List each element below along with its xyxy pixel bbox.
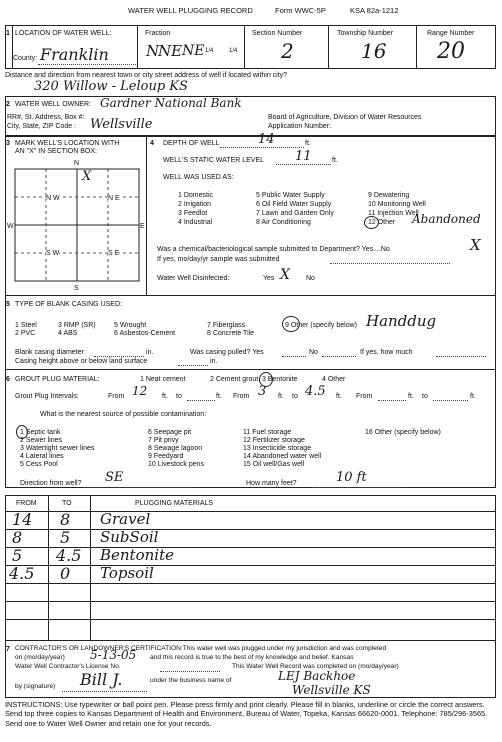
source-livestock[interactable]: 10 Livestock pens (148, 461, 205, 468)
section-5-number: 5 (6, 301, 10, 308)
south-label: S (74, 285, 79, 292)
casing-wrought[interactable]: 5 Wrought (114, 322, 147, 329)
section-grid[interactable] (14, 168, 140, 282)
certification-line-1: CONTRACTOR'S OR LANDOWNER'S CERTIFICATION:This water well was plugged under my jurisdiction and was completed (15, 645, 387, 652)
casing-pulled-label: Was casing pulled? Yes (190, 349, 264, 356)
fraction-value-2[interactable]: NE (158, 42, 183, 60)
interval-1-from[interactable]: 12 (132, 384, 148, 398)
well-used-label: WELL WAS USED AS: (163, 174, 234, 181)
row-3-to[interactable]: 4.5 (56, 546, 82, 565)
mark-location-label: MARK WELL'S LOCATION WITH (15, 140, 120, 147)
sw-label: S W (46, 250, 60, 257)
instructions: INSTRUCTIONS: Use typewriter or ball point pen. Please press firmly and print clearly. Please fill in blanks, underline or circle the correct answers. Send top three copies to Kansas Department of Health and Environment, Bureau of Water, Topeka, Kansas 66620-0001. Telephone: 785/296-3565. Send one to Water Well Owner and retain one for your records. (5, 700, 488, 728)
use-dewatering[interactable]: 9 Dewatering (368, 192, 410, 199)
use-public-supply[interactable]: 5 Public Water Supply (256, 192, 325, 199)
fraction-value-3[interactable]: NE (182, 43, 205, 59)
row-3-material[interactable]: Bentonite (100, 546, 174, 564)
use-domestic[interactable]: 1 Domestic (178, 192, 214, 199)
interval-3-ft: ft. (408, 393, 414, 400)
completion-date[interactable]: 5-13-05 (90, 648, 137, 662)
depth-unit: ft. (305, 140, 311, 147)
section-4-number: 4 (150, 140, 154, 147)
row-4-from[interactable]: 4.5 (9, 564, 35, 583)
casing-concrete[interactable]: 8 Concrete Tile (207, 330, 255, 337)
section-number-value[interactable]: 2 (281, 39, 294, 63)
static-level-unit: ft. (332, 157, 338, 164)
row-3-from[interactable]: 5 (12, 546, 23, 565)
row-4-material[interactable]: Topsoil (100, 564, 154, 582)
fraction-quarter-2: 1/4 (229, 48, 238, 54)
interval-2-from[interactable]: 3 (258, 384, 267, 399)
casing-asbestos[interactable]: 6 Asbestos-Cement (114, 330, 176, 337)
certification-line-3b: This Water Well Record was completed on (mo/day/year) (232, 663, 399, 670)
certification-line-2b: and this record is true to the best of my knowledge and belief. Kansas (150, 654, 354, 661)
interval-1-to-label: to (176, 393, 182, 400)
row-2-to[interactable]: 5 (60, 528, 71, 547)
row-4-to[interactable]: 0 (60, 564, 71, 583)
source-watertight-sewer[interactable]: 3 Watertight sewer lines (20, 445, 95, 452)
disinfected-no[interactable]: No (306, 275, 315, 282)
row-1-from[interactable]: 14 (12, 510, 33, 529)
use-injection[interactable]: 11 Injection Well (368, 210, 419, 217)
grout-bentonite[interactable]: 3 Bentonite (262, 376, 298, 383)
casing-diameter-unit: in. (146, 349, 154, 356)
source-septic[interactable]: 1 Septic tank (20, 429, 61, 436)
source-feedyard[interactable]: 9 Feedyard (148, 453, 184, 460)
ne-label: N E (108, 195, 120, 202)
use-monitoring[interactable]: 10 Monitoring Well (368, 201, 426, 208)
casing-abs[interactable]: 4 ABS (58, 330, 78, 337)
static-level-value[interactable]: 11 (295, 149, 312, 164)
east-label: E (140, 223, 145, 230)
source-cess-pool[interactable]: 5 Cess Pool (20, 461, 58, 468)
depth-value[interactable]: 14 (258, 132, 275, 147)
city-label: City, State, ZIP Code : (7, 123, 76, 130)
use-air-conditioning[interactable]: 8 Air Conditioning (256, 219, 311, 226)
grout-intervals-label: Grout Plug Intervals: (15, 393, 79, 400)
casing-diameter-label: Blank casing diameter (15, 349, 84, 356)
certification-line-2: on (mo/day/year) (15, 654, 65, 661)
row-1-to[interactable]: 8 (60, 510, 71, 529)
application-number-label: Application Number: (268, 123, 332, 130)
location-label: LOCATION OF WATER WELL: (15, 30, 112, 37)
form-number: Form WWC-5P (275, 6, 326, 15)
chem-sample-date-label: If yes, mo/day/yr sample was submitted (157, 256, 280, 263)
interval-3-to-ft: ft. (470, 393, 476, 400)
casing-pvc[interactable]: 2 PVC (15, 330, 36, 337)
source-lateral[interactable]: 4 Lateral lines (20, 453, 64, 460)
chem-sample-label: Was a chemical/bacteriological sample submitted to Department? Yes....No (157, 246, 390, 253)
table-materials-header: PLUGGING MATERIALS (135, 500, 214, 507)
business-city-value[interactable]: Wellsville KS (292, 683, 371, 697)
contamination-source-label: What is the nearest source of possible contamination: (40, 411, 207, 418)
section-6-number: 6 (6, 376, 10, 383)
casing-pulled-no[interactable]: No (309, 349, 318, 356)
casing-other[interactable]: 9 Other (specify below) (285, 322, 357, 329)
interval-3-to-label: to (422, 393, 428, 400)
grout-other[interactable]: 4 Other (322, 376, 346, 383)
direction-value[interactable]: SE (105, 470, 124, 485)
casing-other-circle (282, 316, 300, 332)
interval-2-ft: ft. (278, 393, 284, 400)
table-from-header: FROM (16, 500, 37, 507)
use-lawn-garden[interactable]: 7 Lawn and Garden Only (256, 210, 334, 217)
county-value[interactable]: Franklin (40, 45, 109, 64)
owner-label: WATER WELL OWNER: (15, 101, 91, 108)
se-label: S E (108, 250, 120, 257)
owner-value[interactable]: Gardner National Bank (100, 96, 242, 110)
source-sewage-lagoon[interactable]: 8 Sewage lagoon (148, 445, 203, 452)
disinfected-label: Water Well Disinfected: (157, 275, 230, 282)
direction-label: Direction from well? (20, 480, 82, 487)
casing-height-unit: in. (210, 358, 218, 365)
fraction-label: Fraction (145, 30, 171, 37)
static-level-label: WELL'S STATIC WATER LEVEL (163, 157, 265, 164)
city-value[interactable]: Wellsville (90, 117, 153, 132)
source-abandoned-well[interactable]: 14 Abandoned water well (243, 453, 322, 460)
disinfected-mark[interactable]: X (280, 267, 290, 283)
row-1-material[interactable]: Gravel (100, 510, 151, 528)
section-number-label: Section Number (252, 30, 303, 37)
mark-location-label-2: AN "X" IN SECTION BOX: (15, 148, 97, 155)
casing-height-label: Casing height above or below land surface (15, 358, 148, 365)
feet-label: How many feet? (246, 480, 297, 487)
section-1-number: 1 (6, 30, 10, 37)
nw-label: N W (46, 195, 60, 202)
section-2-number: 2 (6, 101, 10, 108)
interval-2-from-label: From (233, 393, 250, 400)
signature-label: by (signature) (15, 683, 56, 690)
use-oil-field[interactable]: 6 Oil Field Water Supply (256, 201, 332, 208)
source-fertilizer[interactable]: 12 Fertilizer storage (243, 437, 305, 444)
business-name-value[interactable]: LEJ Backhoe (278, 669, 356, 683)
interval-2-to[interactable]: 4.5 (305, 384, 326, 399)
township-value[interactable]: 16 (361, 39, 387, 63)
fraction-value-1[interactable]: N (146, 42, 160, 60)
casing-rmp[interactable]: 3 RMP (SR) (58, 322, 96, 329)
source-other[interactable]: 16 Other (specify below) (365, 429, 441, 436)
north-label: N (74, 160, 80, 167)
interval-1-from-label: From (108, 393, 125, 400)
ksa-reference: KSA 82a-1212 (350, 6, 399, 15)
depth-label: DEPTH OF WELL (163, 140, 220, 147)
interval-1-ft: ft. (162, 393, 168, 400)
interval-1-to-ft: ft. (216, 393, 222, 400)
west-label: W (7, 223, 14, 230)
feet-value[interactable]: 10 ft (336, 470, 367, 485)
form-title: WATER WELL PLUGGING RECORD (128, 6, 253, 15)
use-other-circle (364, 216, 379, 229)
casing-how-much-label: If yes, how much (360, 349, 413, 356)
range-label: Range Number (427, 30, 475, 37)
signature-value[interactable]: Bill J. (80, 670, 123, 689)
row-2-material[interactable]: SubSoil (100, 528, 159, 546)
distance-label: Distance and direction from nearest town or city street address of well if located within city? (5, 72, 288, 79)
section-7-number: 7 (6, 646, 10, 653)
source-oil-gas-well[interactable]: 15 Oil well/Gas well (243, 461, 305, 468)
use-irrigation[interactable]: 2 Irrigation (178, 201, 212, 208)
casing-fiberglass[interactable]: 7 Fiberglass (207, 322, 246, 329)
source-fuel[interactable]: 11 Fuel storage (243, 429, 292, 436)
county-label: County: (13, 55, 38, 62)
interval-2-to-ft: ft. (336, 393, 342, 400)
source-sewer[interactable]: 2 Sewer lines (20, 437, 63, 444)
disinfected-yes[interactable]: Yes (263, 275, 275, 282)
business-name-label: under the business name of (150, 677, 232, 684)
well-location-mark[interactable]: X (82, 169, 92, 184)
board-label: Board of Agriculture, Division of Water Resources (268, 114, 422, 121)
township-label: Township Number (337, 30, 394, 37)
grout-neat-cement[interactable]: 1 Neat cement (140, 376, 186, 383)
use-feedlot[interactable]: 3 Feedlot (178, 210, 208, 217)
table-to-header: TO (62, 500, 72, 507)
interval-2-to-label: to (292, 393, 298, 400)
grout-cement-grout[interactable]: 2 Cement grout (210, 376, 259, 383)
casing-type-label: TYPE OF BLANK CASING USED: (15, 301, 122, 308)
fraction-quarter-1: 1/4 (205, 48, 214, 54)
grout-material-label: GROUT PLUG MATERIAL: (15, 376, 100, 383)
chem-sample-mark[interactable]: X (470, 236, 481, 254)
use-other-value[interactable]: Abandoned (412, 212, 481, 226)
casing-other-value[interactable]: Handdug (366, 312, 437, 330)
row-2-from[interactable]: 8 (12, 528, 23, 547)
distance-value[interactable]: 320 Willow - Leloup KS (34, 79, 188, 94)
source-seepage[interactable]: 6 Seepage pit (148, 429, 192, 436)
range-value[interactable]: 20 (437, 39, 465, 64)
certification-line-3: Water Well Contractor's License No. (15, 663, 121, 670)
source-insecticide[interactable]: 13 Insecticide storage (243, 445, 312, 452)
section-3-number: 3 (6, 140, 10, 147)
source-pit-privy[interactable]: 7 Pit privy (148, 437, 179, 444)
use-industrial[interactable]: 4 Industrial (178, 219, 213, 226)
address-label: RR#, St. Address, Box #: (7, 114, 85, 121)
interval-3-from-label: From (356, 393, 373, 400)
casing-steel[interactable]: 1 Steel (15, 322, 37, 329)
use-other[interactable]: 12 Other (368, 219, 396, 226)
